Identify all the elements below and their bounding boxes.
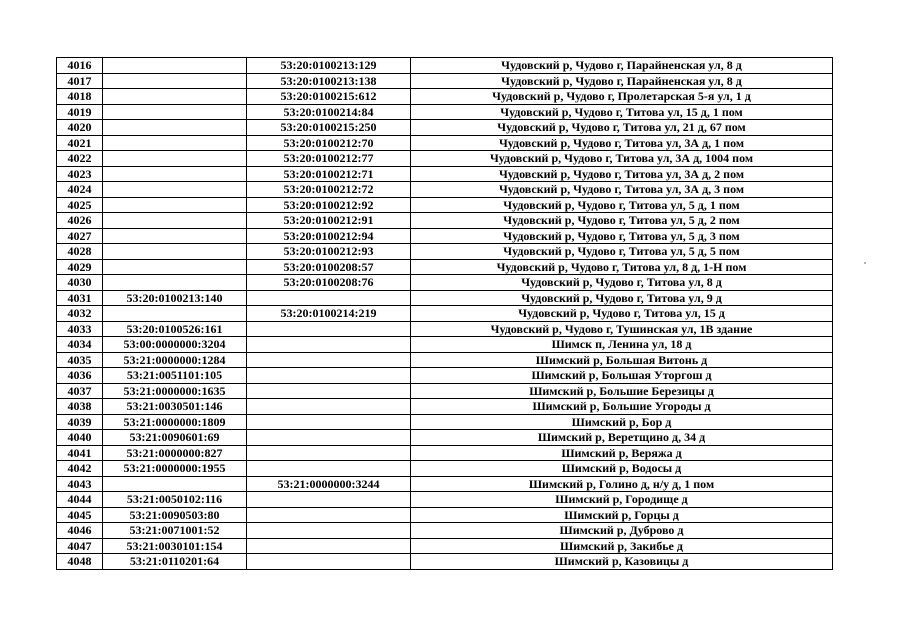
row-number-cell: 4027 <box>57 228 103 244</box>
row-number-cell: 4020 <box>57 120 103 136</box>
row-number-cell: 4047 <box>57 538 103 554</box>
cadastral-number-a-cell: 53:21:0000000:1284 <box>103 352 247 368</box>
table-row <box>57 321 833 337</box>
row-number-cell: 4043 <box>57 476 103 492</box>
cadastral-number-a-cell <box>103 213 247 229</box>
cadastral-number-a-cell: 53:21:0030101:154 <box>103 538 247 554</box>
cadastral-number-b-cell <box>247 399 411 415</box>
table-row <box>57 306 833 322</box>
cadastral-number-a-cell: 53:21:0051101:105 <box>103 368 247 384</box>
address-cell: Шимск п, Ленина ул, 18 д <box>411 337 833 353</box>
table-row <box>57 414 833 430</box>
table-row <box>57 507 833 523</box>
cadastral-number-a-cell <box>103 197 247 213</box>
cadastral-number-b-cell <box>247 461 411 477</box>
cadastral-number-a-cell <box>103 244 247 260</box>
cadastral-number-b-cell <box>247 383 411 399</box>
row-number-cell: 4024 <box>57 182 103 198</box>
row-number-cell: 4030 <box>57 275 103 291</box>
table-row <box>57 89 833 105</box>
cadastral-number-a-cell <box>103 275 247 291</box>
cadastral-number-a-cell: 53:21:0050102:116 <box>103 492 247 508</box>
cadastral-number-a-cell: 53:20:0100213:140 <box>103 290 247 306</box>
row-number-cell: 4019 <box>57 104 103 120</box>
cadastral-number-a-cell <box>103 166 247 182</box>
cadastral-number-b-cell: 53:20:0100212:70 <box>247 135 411 151</box>
row-number-cell: 4029 <box>57 259 103 275</box>
cadastral-number-b-cell: 53:20:0100212:94 <box>247 228 411 244</box>
table-row <box>57 244 833 260</box>
address-cell: Чудовский р, Чудово г, Титова ул, 15 д, 1 пом <box>411 104 833 120</box>
cadastral-number-b-cell: 53:20:0100215:612 <box>247 89 411 105</box>
address-cell: Чудовский р, Чудово г, Титова ул, 3А д, 2 пом <box>411 166 833 182</box>
cadastral-number-a-cell: 53:21:0090601:69 <box>103 430 247 446</box>
address-cell: Чудовский р, Чудово г, Титова ул, 8 д <box>411 275 833 291</box>
row-number-cell: 4018 <box>57 89 103 105</box>
row-number-cell: 4046 <box>57 523 103 539</box>
table-row <box>57 461 833 477</box>
row-number-cell: 4041 <box>57 445 103 461</box>
address-cell: Шимский р, Веретщино д, 34 д <box>411 430 833 446</box>
cadastral-number-a-cell <box>103 120 247 136</box>
address-cell: Чудовский р, Чудово г, Пролетарская 5-я ул, 1 д <box>411 89 833 105</box>
cadastral-number-a-cell <box>103 104 247 120</box>
cadastral-number-b-cell <box>247 492 411 508</box>
cadastral-number-b-cell <box>247 290 411 306</box>
cadastral-number-a-cell: 53:00:0000000:3204 <box>103 337 247 353</box>
row-number-cell: 4040 <box>57 430 103 446</box>
row-number-cell: 4023 <box>57 166 103 182</box>
cadastral-number-b-cell <box>247 523 411 539</box>
cadastral-number-b-cell <box>247 352 411 368</box>
address-cell: Чудовский р, Чудово г, Титова ул, 8 д, 1-Н пом <box>411 259 833 275</box>
address-cell: Чудовский р, Чудово г, Парайненская ул, 8 д <box>411 58 833 74</box>
table-row <box>57 213 833 229</box>
cadastral-number-a-cell: 53:20:0100526:161 <box>103 321 247 337</box>
cadastral-number-b-cell: 53:21:0000000:3244 <box>247 476 411 492</box>
cadastral-number-a-cell: 53:21:0110201:64 <box>103 554 247 570</box>
cadastral-number-b-cell: 53:20:0100213:129 <box>247 58 411 74</box>
row-number-cell: 4048 <box>57 554 103 570</box>
cadastral-number-a-cell <box>103 89 247 105</box>
address-cell: Шимский р, Закибье д <box>411 538 833 554</box>
cadastral-number-a-cell <box>103 476 247 492</box>
address-cell: Чудовский р, Чудово г, Титова ул, 5 д, 5 пом <box>411 244 833 260</box>
cadastral-number-b-cell <box>247 414 411 430</box>
cadastral-number-a-cell <box>103 135 247 151</box>
table-row <box>57 352 833 368</box>
row-number-cell: 4036 <box>57 368 103 384</box>
cadastral-number-b-cell: 53:20:0100208:76 <box>247 275 411 291</box>
cadastral-number-b-cell: 53:20:0100208:57 <box>247 259 411 275</box>
cadastral-number-b-cell <box>247 507 411 523</box>
row-number-cell: 4038 <box>57 399 103 415</box>
table-row <box>57 228 833 244</box>
table-row <box>57 182 833 198</box>
cadastral-number-b-cell: 53:20:0100212:92 <box>247 197 411 213</box>
row-number-cell: 4034 <box>57 337 103 353</box>
table-row <box>57 135 833 151</box>
table-row <box>57 554 833 570</box>
row-number-cell: 4032 <box>57 306 103 322</box>
cadastral-number-b-cell: 53:20:0100214:84 <box>247 104 411 120</box>
cadastral-number-b-cell: 53:20:0100212:72 <box>247 182 411 198</box>
row-number-cell: 4044 <box>57 492 103 508</box>
cadastral-number-a-cell: 53:21:0000000:1635 <box>103 383 247 399</box>
address-cell: Шимский р, Водосы д <box>411 461 833 477</box>
address-cell: Шимский р, Городище д <box>411 492 833 508</box>
address-cell: Чудовский р, Чудово г, Титова ул, 5 д, 3 пом <box>411 228 833 244</box>
cadastral-number-a-cell <box>103 259 247 275</box>
address-cell: Шимский р, Большая Витонь д <box>411 352 833 368</box>
row-number-cell: 4017 <box>57 73 103 89</box>
table-row <box>57 476 833 492</box>
cadastral-number-a-cell <box>103 182 247 198</box>
cadastral-number-b-cell <box>247 554 411 570</box>
table-row <box>57 523 833 539</box>
address-cell: Шимский р, Бор д <box>411 414 833 430</box>
address-cell: Чудовский р, Чудово г, Титова ул, 21 д, 67 пом <box>411 120 833 136</box>
table-row <box>57 290 833 306</box>
records-table <box>56 57 833 570</box>
address-cell: Чудовский р, Чудово г, Титова ул, 5 д, 2 пом <box>411 213 833 229</box>
address-cell: Шимский р, Казовицы д <box>411 554 833 570</box>
cadastral-number-b-cell: 53:20:0100212:93 <box>247 244 411 260</box>
table-row <box>57 166 833 182</box>
cadastral-number-a-cell: 53:21:0000000:1809 <box>103 414 247 430</box>
cadastral-number-b-cell <box>247 337 411 353</box>
table-row <box>57 73 833 89</box>
address-cell: Шимский р, Большие Угороды д <box>411 399 833 415</box>
cadastral-number-b-cell: 53:20:0100215:250 <box>247 120 411 136</box>
table-row <box>57 104 833 120</box>
address-cell: Чудовский р, Чудово г, Титова ул, 3А д, 1004 пом <box>411 151 833 167</box>
cadastral-number-a-cell: 53:21:0000000:827 <box>103 445 247 461</box>
scan-speck <box>864 262 866 264</box>
table-row <box>57 197 833 213</box>
table-row <box>57 151 833 167</box>
cadastral-number-b-cell: 53:20:0100212:77 <box>247 151 411 167</box>
table-row <box>57 120 833 136</box>
address-cell: Чудовский р, Чудово г, Титова ул, 5 д, 1 пом <box>411 197 833 213</box>
cadastral-number-b-cell <box>247 538 411 554</box>
table-row <box>57 492 833 508</box>
cadastral-number-a-cell <box>103 228 247 244</box>
cadastral-number-a-cell: 53:21:0090503:80 <box>103 507 247 523</box>
cadastral-number-b-cell: 53:20:0100214:219 <box>247 306 411 322</box>
cadastral-number-b-cell: 53:20:0100212:91 <box>247 213 411 229</box>
row-number-cell: 4022 <box>57 151 103 167</box>
cadastral-number-a-cell <box>103 73 247 89</box>
table-row <box>57 259 833 275</box>
row-number-cell: 4016 <box>57 58 103 74</box>
cadastral-number-a-cell: 53:21:0030501:146 <box>103 399 247 415</box>
address-cell: Шимский р, Большие Березицы д <box>411 383 833 399</box>
cadastral-number-b-cell <box>247 368 411 384</box>
row-number-cell: 4039 <box>57 414 103 430</box>
address-cell: Шимский р, Горцы д <box>411 507 833 523</box>
records-table-body <box>57 58 833 570</box>
address-cell: Шимский р, Веряжа д <box>411 445 833 461</box>
address-cell: Шимский р, Большая Уторгош д <box>411 368 833 384</box>
row-number-cell: 4026 <box>57 213 103 229</box>
row-number-cell: 4021 <box>57 135 103 151</box>
table-row <box>57 275 833 291</box>
cadastral-number-b-cell <box>247 430 411 446</box>
cadastral-number-a-cell: 53:21:0000000:1955 <box>103 461 247 477</box>
table-row <box>57 58 833 74</box>
cadastral-number-b-cell <box>247 445 411 461</box>
table-row <box>57 383 833 399</box>
cadastral-number-a-cell <box>103 58 247 74</box>
table-row <box>57 399 833 415</box>
address-cell: Чудовский р, Чудово г, Титова ул, 3А д, 3 пом <box>411 182 833 198</box>
table-row <box>57 337 833 353</box>
cadastral-number-b-cell: 53:20:0100212:71 <box>247 166 411 182</box>
table-row <box>57 430 833 446</box>
address-cell: Чудовский р, Чудово г, Титова ул, 15 д <box>411 306 833 322</box>
cadastral-number-a-cell: 53:21:0071001:52 <box>103 523 247 539</box>
row-number-cell: 4033 <box>57 321 103 337</box>
cadastral-number-b-cell: 53:20:0100213:138 <box>247 73 411 89</box>
address-cell: Чудовский р, Чудово г, Парайненская ул, 8 д <box>411 73 833 89</box>
row-number-cell: 4035 <box>57 352 103 368</box>
address-cell: Шимский р, Голино д, н/у д, 1 пом <box>411 476 833 492</box>
row-number-cell: 4031 <box>57 290 103 306</box>
address-cell: Чудовский р, Чудово г, Титова ул, 9 д <box>411 290 833 306</box>
table-row <box>57 538 833 554</box>
cadastral-number-a-cell <box>103 306 247 322</box>
cadastral-number-b-cell <box>247 321 411 337</box>
address-cell: Шимский р, Дуброво д <box>411 523 833 539</box>
table-row <box>57 368 833 384</box>
address-cell: Чудовский р, Чудово г, Титова ул, 3А д, 1 пом <box>411 135 833 151</box>
cadastral-number-a-cell <box>103 151 247 167</box>
row-number-cell: 4042 <box>57 461 103 477</box>
row-number-cell: 4025 <box>57 197 103 213</box>
row-number-cell: 4045 <box>57 507 103 523</box>
table-row <box>57 445 833 461</box>
row-number-cell: 4028 <box>57 244 103 260</box>
address-cell: Чудовский р, Чудово г, Тушинская ул, 1В здание <box>411 321 833 337</box>
row-number-cell: 4037 <box>57 383 103 399</box>
